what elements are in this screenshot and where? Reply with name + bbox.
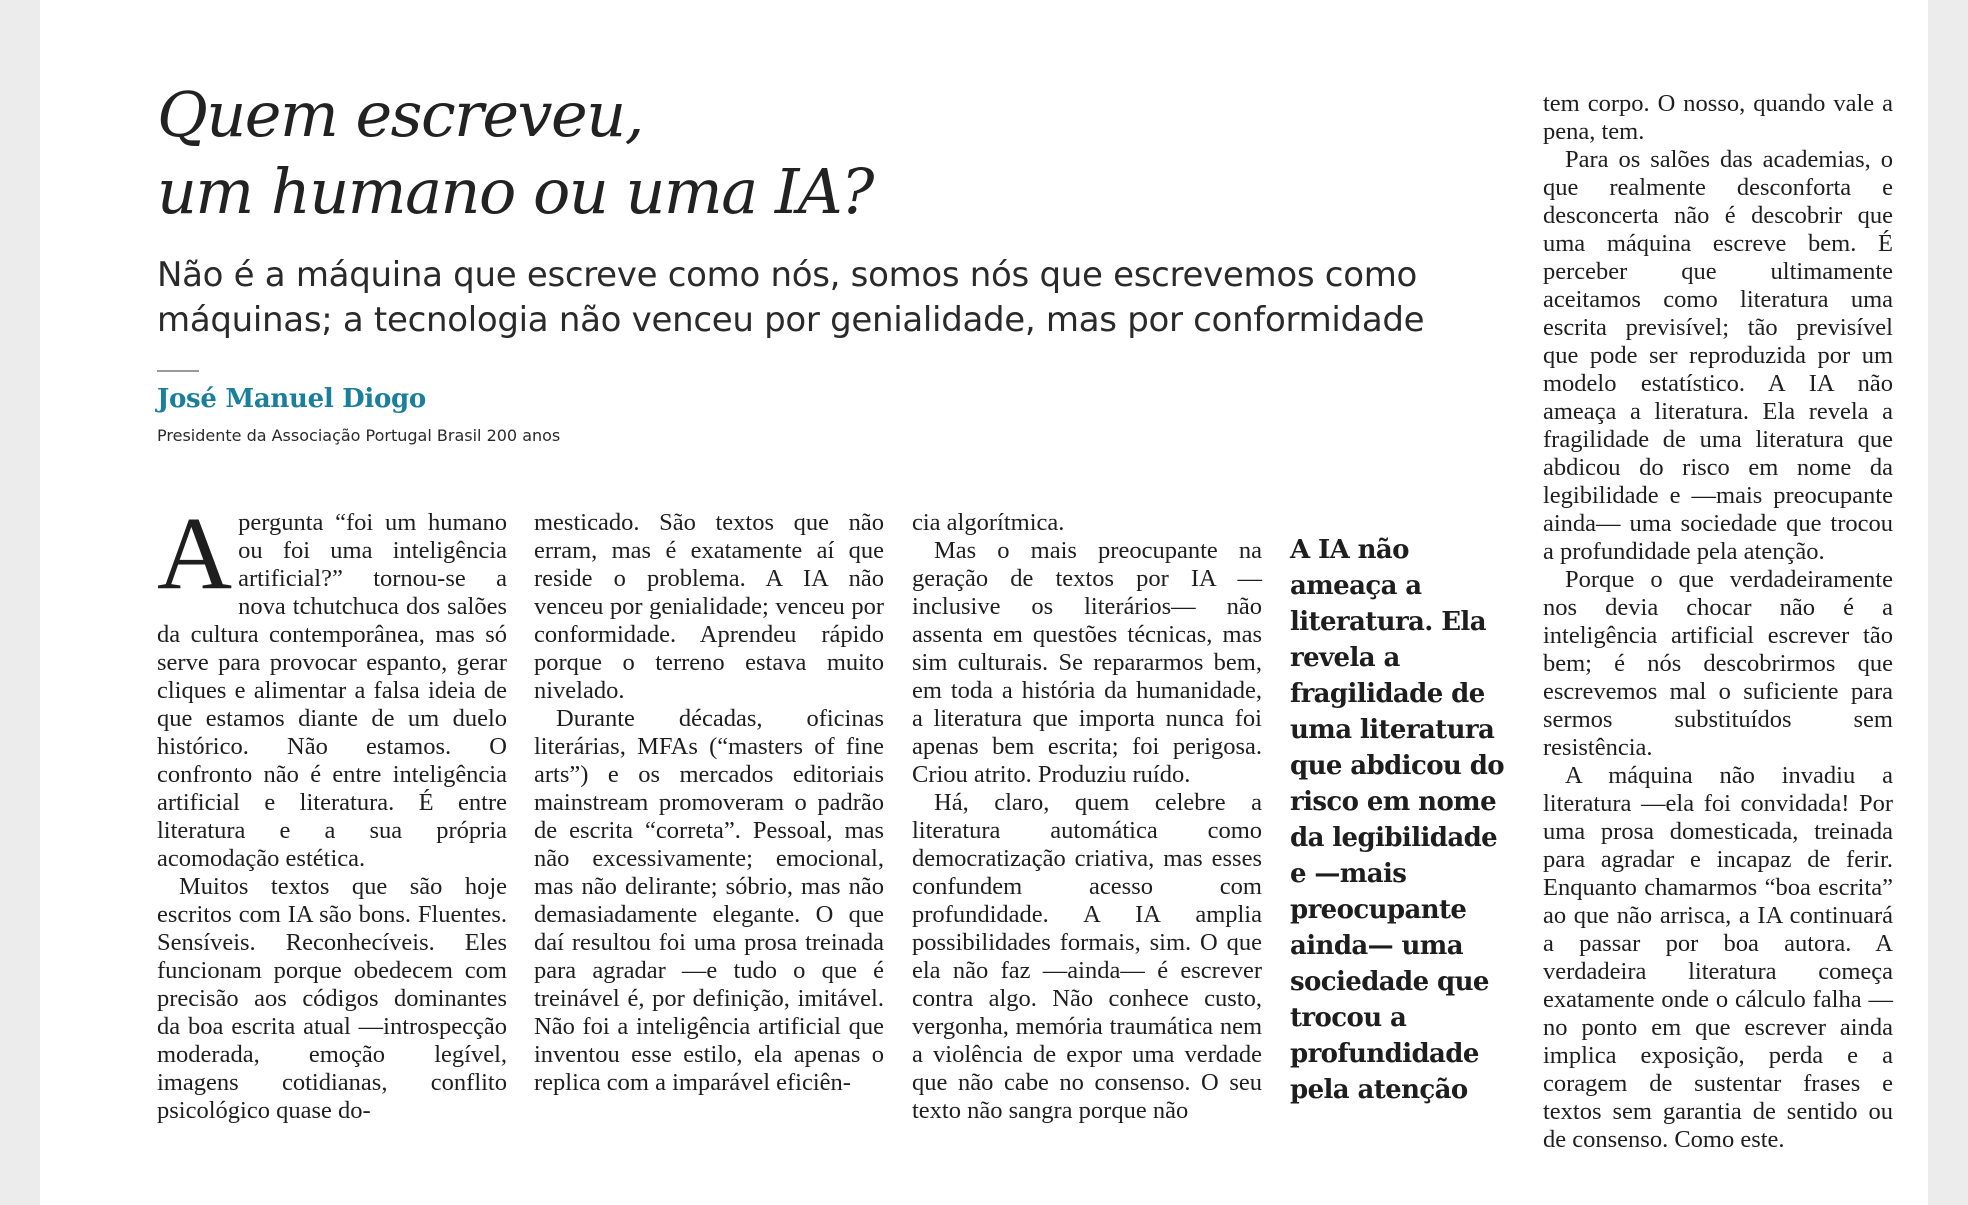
paragraph: Durante décadas, oficinas literárias, MFAs (“masters of fine arts”) e os mercados editoriais mainstream promoveram o padrão de escrita “correta”. Pessoal, mas não excessivamente; emocional, mas não delirante; sóbrio, mas não demasiadamente elegante. O que daí resultou foi uma prosa treinada para agradar —e tudo o que é treinável é, por definição, imitável. Não foi a inteligência artificial que inventou esse estilo, ela apenas o replica com a imparável eficiên- bbox=[534, 705, 884, 1096]
newspaper-page bbox=[40, 0, 1928, 1205]
paragraph: cia algorítmica. bbox=[912, 509, 1065, 536]
paragraph: Para os salões das academias, o que realmente desconforta e desconcerta não é descobrir que uma máquina escreve bem. É perceber que ultimamente aceitamos como literatura uma escrita previsível; tão previsível que pode ser reproduzida por um modelo estatístico. A IA não ameaça a literatura. Ela revela a fragilidade de uma literatura que abdicou do risco em nome da legibilidade e —mais preocupante ainda— uma sociedade que trocou a profundidade pela atenção. bbox=[1543, 146, 1893, 565]
pull-quote: A IA não ameaça a literatura. Ela revela a fragilidade de uma literatura que abdicou do risco em nome da legibilidade e —mais preocupante ainda— uma sociedade que trocou a profundidade pela atenção bbox=[1290, 535, 1505, 1105]
text-column-1 bbox=[157, 496, 507, 1125]
author-role: Presidente da Associação Portugal Brasil 200 anos bbox=[157, 426, 561, 445]
paragraph: pergunta “foi um humano ou foi uma inteligência artificial?” tornou-se a nova tchutchuca dos salões da cultura contemporânea, mas só serve para provocar espanto, gerar cliques e alimentar a falsa ideia de que estamos diante de um duelo histórico. Não estamos. O confronto não é entre inteligência artificial e literatura. É entre literatura e a sua própria acomodação estética. bbox=[157, 509, 507, 872]
paragraph: mesticado. São textos que não erram, mas é exatamente aí que reside o problema. A IA não venceu por genialidade; venceu por conformidade. Aprendeu rápido porque o terreno estava muito nivelado. bbox=[534, 509, 884, 704]
paragraph: Muitos textos que são hoje escritos com IA são bons. Fluentes. Sensíveis. Reconhecíveis. Eles funcionam porque obedecem com precisão aos códigos dominantes da boa escrita atual —introspecção moderada, emoção legível, imagens cotidianas, conflito psicológico quase do- bbox=[157, 873, 507, 1124]
text-column-3 bbox=[912, 509, 1262, 1125]
text-column-5 bbox=[1543, 90, 1893, 1154]
subtitle-line-1: Não é a máquina que escreve como nós, somos nós que escrevemos como bbox=[157, 255, 1418, 295]
drop-cap: A bbox=[157, 496, 233, 611]
byline-rule bbox=[157, 370, 199, 372]
paragraph: Há, claro, quem celebre a literatura automática como democratização criativa, mas esses confundem acesso com profundidade. A IA amplia possibilidades formais, sim. O que ela não faz —ainda— é escrever contra algo. Não conhece custo, vergonha, memória traumática nem a violência de expor uma verdade que não cabe no consenso. O seu texto não sangra porque não bbox=[912, 789, 1262, 1124]
text-column-2 bbox=[534, 509, 884, 1097]
paragraph: A máquina não invadiu a literatura —ela foi convidada! Por uma prosa domesticada, treinada para agradar e incapaz de ferir. Enquanto chamarmos “boa escrita” ao que não arrisca, a IA continuará a passar por boa autora. A verdadeira literatura começa exatamente onde o cálculo falha —no ponto em que escrever ainda implica exposição, perda e a coragem de sustentar frases e textos sem garantia de sentido ou de consenso. Como este. bbox=[1543, 762, 1893, 1153]
headline-line-2: um humano ou uma IA? bbox=[157, 155, 873, 228]
subtitle-line-2: máquinas; a tecnologia não venceu por genialidade, mas por conformidade bbox=[157, 300, 1425, 340]
paragraph: Mas o mais preocupante na geração de textos por IA —inclusive os literários— não assenta em questões técnicas, mas sim culturais. Se repararmos bem, em toda a história da humanidade, a literatura que importa nunca foi apenas bem escrita; foi perigosa. Criou atrito. Produziu ruído. bbox=[912, 537, 1262, 788]
paragraph: Porque o que verdadeiramente nos devia chocar não é a inteligência artificial escrever tão bem; é nós descobrirmos que escrevemos mal o suficiente para sermos substituídos sem resistência. bbox=[1543, 566, 1893, 761]
paragraph: tem corpo. O nosso, quando vale a pena, tem. bbox=[1543, 90, 1893, 145]
headline-line-1: Quem escreveu, bbox=[157, 78, 643, 151]
author-name: José Manuel Diogo bbox=[157, 384, 426, 414]
